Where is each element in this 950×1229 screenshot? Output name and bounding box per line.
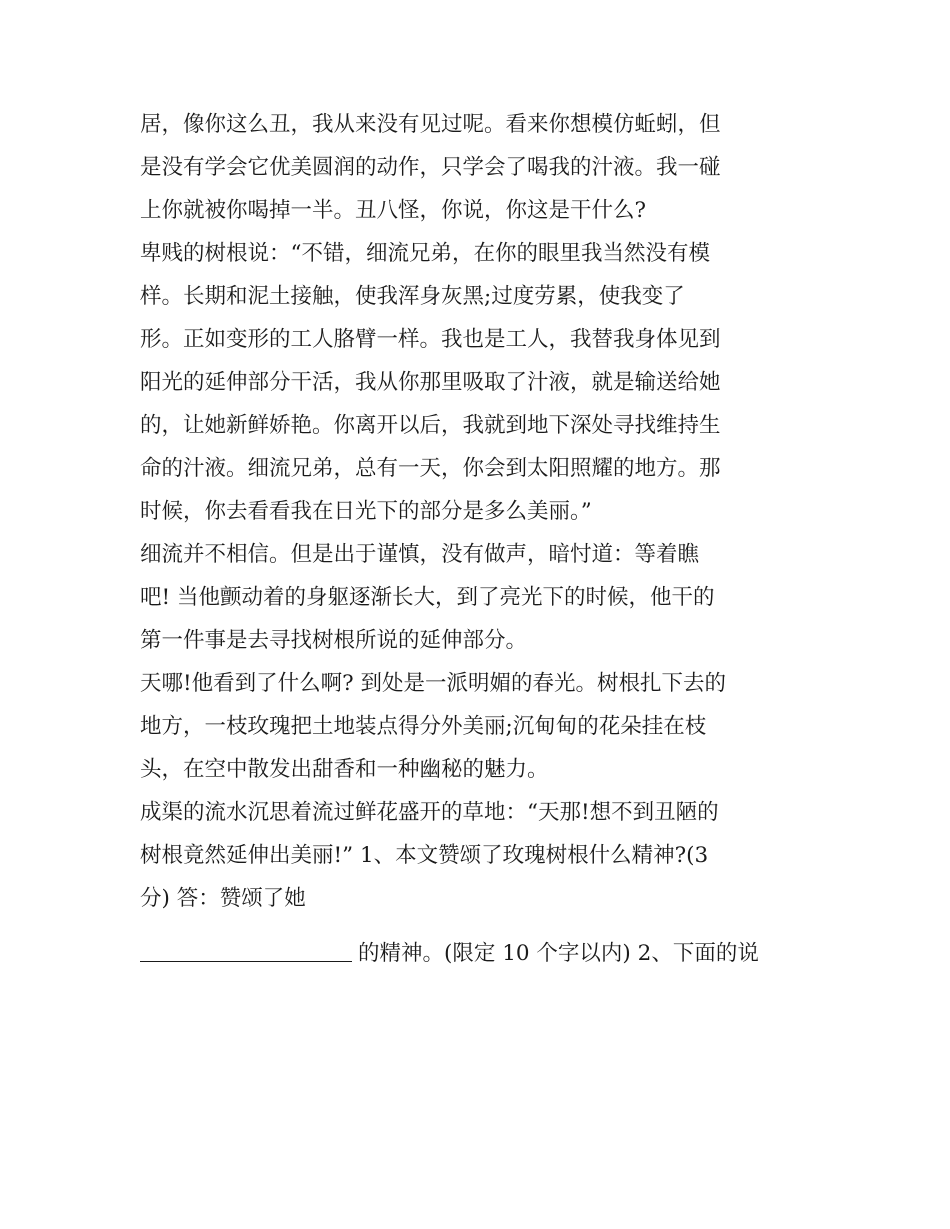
text-line-3: 上你就被你喝掉一半。丑八怪，你说，你这是干什么? xyxy=(140,198,647,223)
text-line-17: 成渠的流水沉思着流过鲜花盛开的草地：“天那!想不到丑陋的 xyxy=(140,800,719,825)
answer-line-text: 的精神。(限定 10 个字以内) 2、下面的说 xyxy=(358,941,759,966)
document-page xyxy=(140,103,830,975)
text-line-2: 是没有学会它优美圆润的动作，只学会了喝我的汁液。我一碰 xyxy=(140,155,721,180)
text-line-12: 吧! 当他颤动着的身躯逐渐长大，到了亮光下的时候，他干的 xyxy=(140,585,715,610)
text-line-13: 第一件事是去寻找树根所说的延伸部分。 xyxy=(140,628,528,653)
text-line-15: 地方，一枝玫瑰把土地装点得分外美丽;沉甸甸的花朵挂在枝 xyxy=(140,714,707,739)
text-line-1: 居，像你这么丑，我从来没有见过呢。看来你想模仿蚯蚓，但 xyxy=(140,112,721,137)
text-line-19: 分) 答：赞颂了她 xyxy=(140,886,306,911)
text-line-18: 树根竟然延伸出美丽!” 1、本文赞颂了玫瑰树根什么精神?(3 xyxy=(140,843,709,868)
text-line-16: 头，在空中散发出甜香和一种幽秘的魅力。 xyxy=(140,757,549,782)
line-gap xyxy=(140,920,830,932)
text-line-5: 样。长期和泥土接触，使我浑身灰黑;过度劳累，使我变了 xyxy=(140,284,685,309)
answer-blank[interactable] xyxy=(140,935,352,962)
text-line-14: 天哪!他看到了什么啊? 到处是一派明媚的春光。树根扎下去的 xyxy=(140,671,727,696)
text-line-9: 命的汁液。细流兄弟，总有一天，你会到太阳照耀的地方。那 xyxy=(140,456,721,481)
text-line-10: 时候，你去看看我在日光下的部分是多么美丽。” xyxy=(140,499,592,524)
text-line-6: 形。正如变形的工人胳臂一样。我也是工人，我替我身体见到 xyxy=(140,327,721,352)
text-line-7: 阳光的延伸部分干活，我从你那里吸取了汁液，就是输送给她 xyxy=(140,370,721,395)
text-line-11: 细流并不相信。但是出于谨慎，没有做声，暗忖道：等着瞧 xyxy=(140,542,700,567)
text-line-4: 卑贱的树根说：“不错，细流兄弟，在你的眼里我当然没有模 xyxy=(140,241,710,266)
text-line-8: 的，让她新鲜娇艳。你离开以后，我就到地下深处寻找维持生 xyxy=(140,413,721,438)
answer-line xyxy=(140,932,830,975)
